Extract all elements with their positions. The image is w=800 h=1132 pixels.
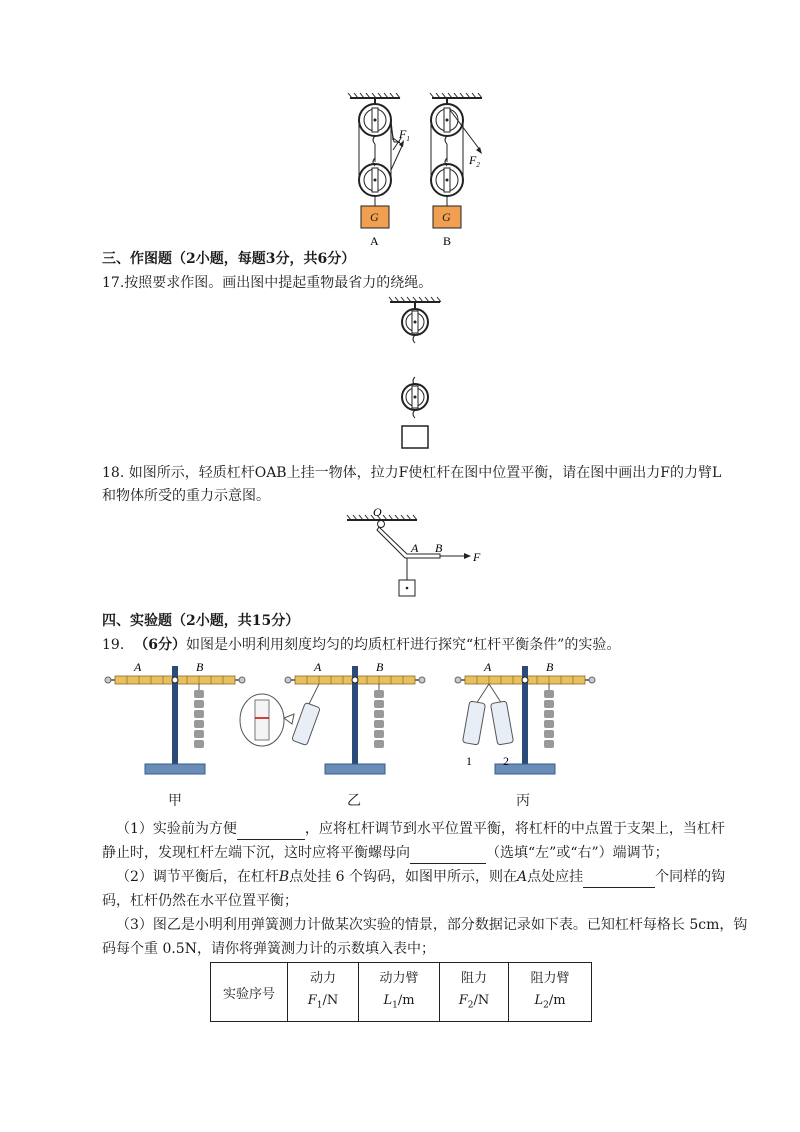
force-label-f1: $F_1$ [399, 127, 410, 143]
q19-blank-2[interactable] [410, 848, 486, 864]
section4-heading: 四、实验题（2小题，共15分） [102, 613, 300, 629]
q19-stem-text: 如图是小明利用刻度均匀的均质杠杆进行探究“杠杆平衡条件”的实验。 [186, 637, 621, 653]
q18-line2: 和物体所受的重力示意图。 [102, 488, 270, 504]
q19-points: （6分） [134, 637, 187, 653]
figure-label-b: B [443, 234, 452, 248]
table-header-f1: 动力 $F_1/N$ [288, 963, 359, 1022]
bing-label-2: 2 [503, 754, 509, 768]
lever-jia [105, 666, 245, 774]
bing-label-b: B [546, 660, 554, 674]
figure-label-yi: 乙 [347, 793, 361, 809]
pulley-figure [330, 90, 510, 250]
table-header-index: 实验序号 [211, 963, 288, 1022]
bing-label-1: 1 [466, 754, 472, 768]
weight-label-a: G [370, 210, 379, 224]
q19-p1-line1: （1）实验前为方便 ，应将杠杆调节到水平位置平衡，将杠杆的中点置于支架上，当杠杆 [116, 818, 725, 840]
jia-label-a: A [134, 660, 142, 674]
q19-p1-line2: 静止时，发现杠杆左端下沉，这时应将平衡螺母向 （选填“左”或“右”）端调节； [102, 842, 669, 864]
yi-label-b: B [376, 660, 384, 674]
force-label-f2: $F_2$ [469, 153, 480, 169]
pulley-system-a [348, 93, 404, 228]
table-header-l1: 动力臂 $L_1/m$ [359, 963, 440, 1022]
q18-label-a: A [411, 541, 419, 555]
q19-stem [102, 634, 620, 656]
q19-p3-line1: （3）图乙是小明利用弹簧测力计做某次实验的情景，部分数据记录如下表。已知杠杆每格长 5cm，钩 [116, 917, 748, 933]
table-header-row [211, 963, 592, 1022]
q18-label-o: O [373, 506, 382, 519]
lever-yi [240, 666, 425, 774]
q18-label-f: F [473, 550, 481, 564]
bing-label-a: A [484, 660, 492, 674]
q17-text: 17.按照要求作图。画出图中提起重物最省力的绕绳。 [102, 275, 433, 291]
weight-label-b: G [442, 210, 451, 224]
q19-p2-line2: 码，杠杆仍然在水平位置平衡； [102, 893, 298, 909]
figure-label-bing: 丙 [516, 793, 530, 809]
figure-label-jia: 甲 [168, 793, 182, 809]
q19-blank-1[interactable] [237, 824, 305, 840]
q18-line1: 18. 如图所示，轻质杠杆OAB上挂一物体，拉力F使杠杆在图中位置平衡，请在图中画出力F的力臂L [102, 465, 722, 481]
yi-label-a: A [314, 660, 322, 674]
q19-number: 19. [102, 637, 125, 653]
figure-label-a: A [370, 234, 379, 248]
q19-blank-3[interactable] [583, 872, 655, 888]
q17-pulley-figure [385, 294, 445, 456]
jia-label-b: B [196, 660, 204, 674]
table-header-l2: 阻力臂 $L_2/m$ [509, 963, 592, 1022]
q18-label-b: B [435, 541, 443, 555]
q19-p2-line1: （2）调节平衡后，在杠杆B点处挂 6 个钩码，如图甲所示，则在A点处应挂 个同样的钩 [116, 866, 725, 888]
q18-lever-figure [345, 506, 485, 610]
section3-heading: 三、作图题（2小题，每题3分，共6分） [102, 251, 356, 267]
q19-p3-line2: 码每个重 0.5N，请你将弹簧测力计的示数填入表中； [102, 941, 435, 957]
q19-lever-figures [100, 658, 700, 808]
experiment-table [210, 962, 592, 1022]
lever-bing [455, 666, 595, 774]
table-header-f2: 阻力 $F_2/N$ [440, 963, 509, 1022]
